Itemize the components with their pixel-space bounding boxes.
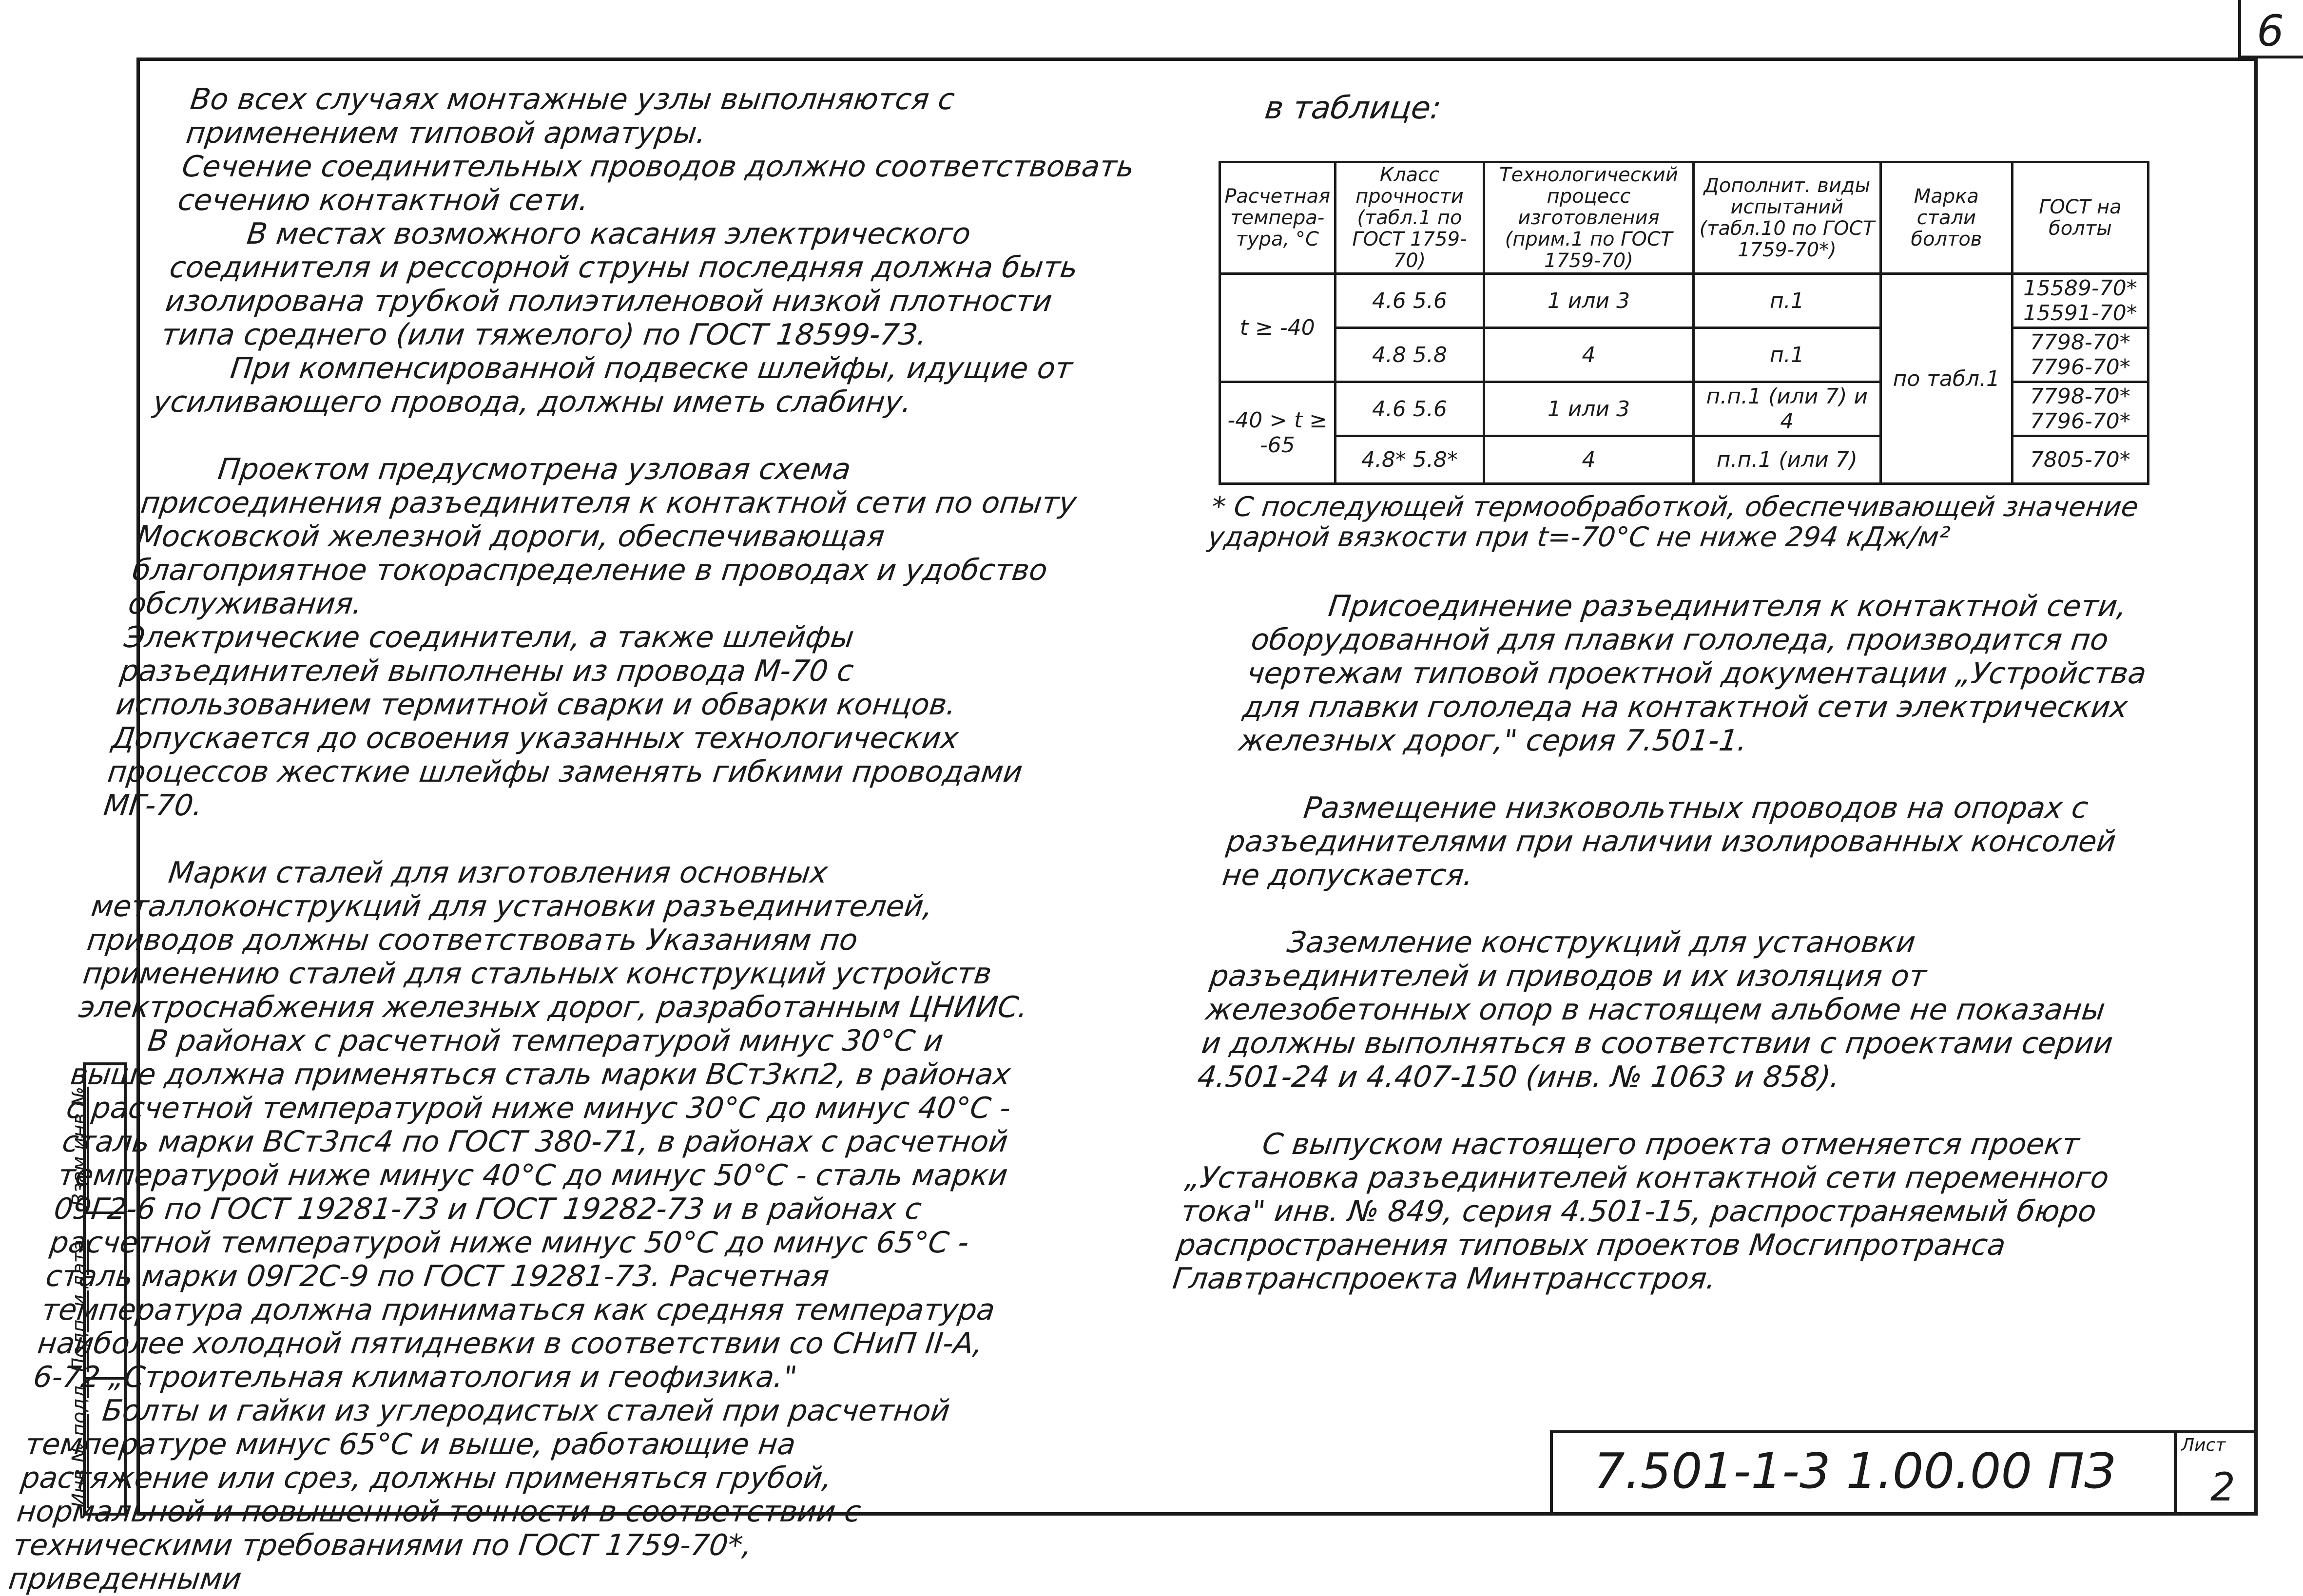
table-header: Марка стали болтов [1880,162,2012,274]
bolts-table [1219,161,2149,485]
table-cell: 1 или 3 [1484,382,1693,436]
table-cell: t ≥ -40 [1220,274,1335,382]
gost-value: 7796-70* [2030,409,2130,434]
table-header: Дополнит. виды испытаний (табл.10 по ГОСТ 1759-70*) [1693,162,1880,274]
paragraph: Марки сталей для изготовления основных металлоконструкций для установки разъединителей, приводов должны соответствовать Указаниям по применению сталей для стальных конструкций устройств электроснабжения железных дорог, разработанным ЦНИИС. [77,856,1030,1024]
table-cell: п.1 [1693,328,1880,382]
table-header: ГОСТ на болты [2012,162,2148,274]
table-cell [2012,382,2148,436]
table-cell: 4.6 5.6 [1335,382,1484,436]
table-cell [2012,328,2148,382]
table-cell: 7805-70* [2012,436,2148,484]
table-cell: п.п.1 (или 7) [1693,436,1880,484]
gost-value: 15591-70* [2023,301,2137,326]
page-number: 6 [2257,6,2284,56]
paragraph: Сечение соединительных проводов должно соответствовать сечению контактной сети. [176,150,1136,217]
table-footnote: * С последующей термообработкой, обеспечивающей значение ударной вязкости при t=-70°С не ниже 294 кДж/м² [1206,491,2140,553]
paragraph: Электрические соединители, а также шлейфы разъединителей выполнены из провода М-70 с использованием термитной сварки и обварки концов. Допускается до освоения указанных технологических процессов жесткие шлейфы заменять гибкими проводами МГ-70. [101,620,1025,823]
paragraph: Заземление конструкций для установки разъединителей и приводов и их изоляция от железобетонных опор в настоящем альбоме не показаны и должны выполняться в соответствии с проектами серии 4.501-24 и 4.407-150 (инв. № 1063 и 858). [1195,925,2115,1094]
stamp-cell [68,1065,124,1211]
table-cell: 4.8 5.8 [1335,328,1484,382]
table-cell: 4.8* 5.8* [1335,436,1484,484]
left-text-column [7,83,1148,1596]
table-intro: в таблице: [1262,90,1444,126]
stamp-label: Взам.инв.№ [68,1086,91,1207]
gost-value: 7798-70* [2030,384,2130,409]
stamp-label: Инв.№ подл. [68,1379,91,1508]
paragraph: Болты и гайки из углеродистых сталей при расчетной температуре минус 65°С и выше, работающие на растяжение или срез, должны применяться грубой, нормальной и повышенной точности в соответствии с техническими требованиями по ГОСТ 1759-70*, приведенными [6,1394,952,1596]
table-cell: 1 или 3 [1484,274,1693,328]
table-cell: п.1 [1693,274,1880,328]
stamp-cell [68,1211,124,1377]
paragraph: Размещение низковольтных проводов на опорах с разъединителями при наличии изолированных консолей не допускается. [1220,791,2118,892]
table-header: Класс прочности (табл.1 по ГОСТ 1759-70) [1335,162,1484,274]
document-code: 7.501-1-3 1.00.00 ПЗ [1594,1442,2116,1500]
gost-value: 7798-70* [2030,330,2130,355]
gost-value: 7796-70* [2030,355,2130,380]
paragraph: В местах возможного касания электрического соединителя и рессорной струны последняя должна быть изолирована трубкой полиэтиленовой низкой плотности типа среднего (или тяжелого) по ГОСТ 18599-73. [159,217,1080,352]
table-cell [2012,274,2148,328]
table-cell: 4 [1484,436,1693,484]
table-cell: п.п.1 (или 7) и 4 [1693,382,1880,436]
paragraph: Во всех случаях монтажные узлы выполняются с применением типовой арматуры. [184,82,957,150]
paragraph: В районах с расчетной температурой минус 30°С и выше должна применяться сталь марки ВСт3кп2, в районах с расчетной температурой ниже минус 30°С до минус 40°С - сталь марки ВСт3пс4 по ГОСТ 380-71, в районах с расчетной температурой ниже минус 40°С до минус 50°С - сталь марки 09Г2-6 по ГОСТ 19281-73 и ГОСТ 19282-73 и в районах с расчетной температурой ниже минус 50°С до минус 65°С - сталь марки 09Г2С-9 по ГОСТ 19281-73. Расчетная температура должна приниматься как средняя температура наиболее холодной пятидневки в соответствии со СНиП II-А, 6-72 „Строительная климатология и геофизика." [31,1024,1013,1394]
paragraph: Проектом предусмотрена узловая схема присоединения разъединителя к контактной сети по опыту Московской железной дороги, обеспечивающая благоприятное токораспределение в проводах и удобство обслуживания. [126,452,1079,621]
gost-value: 15589-70* [2023,276,2137,301]
table-cell: -40 > t ≥ -65 [1220,382,1335,484]
table-header: Расчетная темпера-тура, °С [1220,162,1335,274]
paragraph: При компенсированной подвеске шлейфы, идущие от усиливающего провода, должны иметь слабину. [151,351,1075,419]
table-header: Технологический процесс изготовления (прим.1 по ГОСТ 1759-70) [1484,162,1693,274]
paragraph: С выпуском настоящего проекта отменяется проект „Установка разъединителей контактной сети переменного тока" инв. № 849, серия 4.501-15, распространяемый бюро распространения типовых проектов Мосгипротранса Главтранспроекта Минтрансстроя. [1171,1127,2111,1296]
side-stamp [68,1062,127,1516]
sheet-number: 2 [2210,1464,2235,1510]
right-text-column [1171,590,2184,1296]
sheet-label: Лист [2181,1435,2226,1455]
stamp-cell [68,1377,124,1513]
paragraph: Присоединение разъединителя к контактной сети, оборудованной для плавки гололеда, производится по чертежам типовой проектной документации „Устройства для плавки гололеда на контактной сети электрических железных дорог," серия 7.501-1. [1237,589,2148,758]
table-cell: по табл.1 [1880,274,2012,484]
table-cell: 4.6 5.6 [1335,274,1484,328]
stamp-label: Подп. и дата [68,1239,91,1372]
table-cell: 4 [1484,328,1693,382]
